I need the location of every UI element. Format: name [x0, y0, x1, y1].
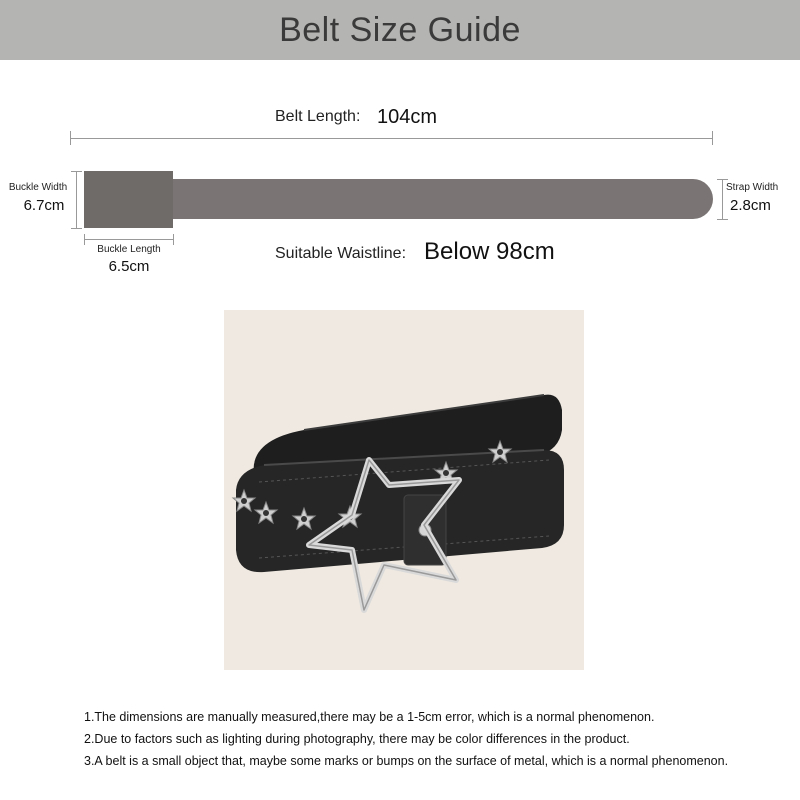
buckle-length-line [84, 239, 174, 240]
buckle-width-line [76, 171, 77, 228]
belt-length-line [70, 138, 712, 139]
strap-width-tick-bottom [717, 219, 728, 220]
waistline-value: Below 98cm [424, 238, 555, 265]
buckle-width-value: 6.7cm [23, 197, 65, 214]
note-item: 2.Due to factors such as lighting during photography, there may be color differences in the product. [84, 732, 630, 746]
belt-length-tick-right [712, 131, 713, 145]
page-title: Belt Size Guide [279, 10, 521, 49]
note-item: 1.The dimensions are manually measured,there may be a 1-5cm error, which is a normal phenomenon. [84, 710, 655, 724]
buckle-width-label: Buckle Width [8, 182, 68, 193]
strap-width-label: Strap Width [726, 182, 779, 193]
waistline-label: Suitable Waistline: [275, 245, 407, 262]
strap-width-tick-top [717, 179, 728, 180]
belt-length-label: Belt Length: [275, 108, 361, 125]
header-banner [0, 0, 800, 60]
strap-width-value: 2.8cm [730, 197, 771, 214]
buckle-length-label: Buckle Length [97, 244, 161, 255]
product-photo [224, 310, 584, 670]
buckle-block [84, 171, 173, 228]
buckle-width-tick-top [71, 171, 82, 172]
belt-length-tick-left [70, 131, 71, 145]
strap-bar [173, 179, 713, 219]
strap-width-line [722, 179, 723, 219]
belt-length-value: 104cm [377, 106, 438, 128]
note-item: 3.A belt is a small object that, maybe some marks or bumps on the surface of metal, which is a normal phenomenon. [84, 754, 729, 768]
notes-list [84, 706, 784, 772]
buckle-width-tick-bottom [71, 228, 82, 229]
buckle-length-value: 6.5cm [108, 258, 150, 275]
star-buckle-belt-photo [224, 310, 584, 670]
